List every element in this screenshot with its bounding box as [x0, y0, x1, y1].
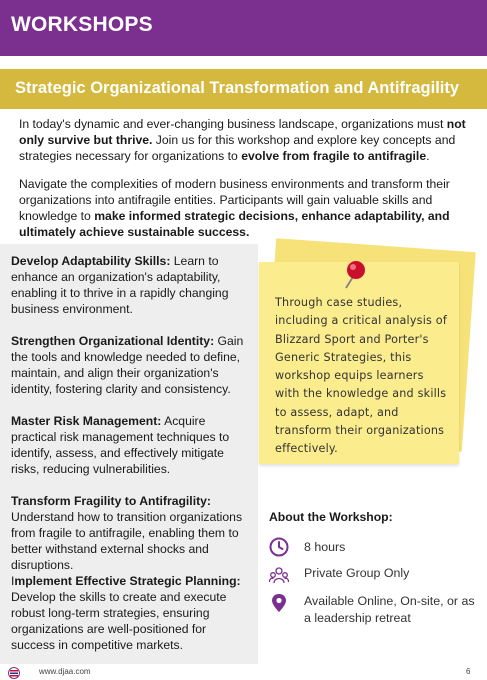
- pushpin-icon: [336, 254, 376, 294]
- location-text: Available Online, On-site, or as a leadership retreat: [304, 594, 475, 625]
- skill-identity: Strengthen Organizational Identity: Gain the tools and knowledge needed to define, maintain, and align their organization's identity, fostering clarity and consistency.: [11, 334, 244, 396]
- page-footer: [0, 664, 487, 680]
- group-icon: [269, 565, 289, 585]
- intro-paragraph-2: Navigate the complexities of modern business environments and transform their organizations into antifragile entities. Participants will gain valuable skills and knowledge to make informed strategic decisions, enhance adaptability, and ultimately achieve sustainable success.: [19, 177, 450, 239]
- duration-text: 8 hours: [304, 540, 346, 554]
- page-title: WORKSHOPS: [11, 13, 153, 36]
- about-title: About the Workshop:: [269, 510, 393, 524]
- footer-url[interactable]: www.djaa.com: [39, 667, 91, 676]
- location-pin-icon: [269, 593, 289, 613]
- skill-risk-management: Master Risk Management: Acquire practical risk management techniques to identify, assess, and effectively mitigate risks, reducing vulnerabilities.: [11, 414, 230, 476]
- intro-paragraph-1: In today's dynamic and ever-changing business landscape, organizations must not only survive but thrive. Join us for this workshop and explore key concepts and strategies necessary for organizations to evolve from fragile to antifragile.: [19, 117, 466, 163]
- page-header: [0, 0, 487, 56]
- clock-icon: [269, 537, 289, 557]
- workshop-banner: [0, 69, 487, 109]
- skill-strategic-planning: Implement Effective Strategic Planning: Develop the skills to create and execute robust long-term strategies, ensuring organizations are well-positioned for success in competitive markets.: [11, 574, 241, 652]
- page-number: 6: [466, 667, 471, 676]
- skill-adaptability: Develop Adaptability Skills: Learn to enhance an organization's adaptability, enabling it to thrive in a rapidly changing business environment.: [11, 254, 229, 316]
- note-text: Through case studies, including a critical analysis of Blizzard Sport and Porter's Generic Strategies, this workshop equips learners with the knowledge and skills to assess, adapt, and transform their organizations effectively.: [275, 296, 447, 456]
- workshop-title: Strategic Organizational Transformation and Antifragility: [15, 79, 460, 97]
- skill-antifragility: Transform Fragility to Antifragility: Understand how to transition organizations from fragile to antifragile, enabling them to better withstand external shocks and disruptions.: [11, 494, 243, 572]
- group-text: Private Group Only: [304, 566, 410, 580]
- company-logo-icon: [8, 667, 20, 679]
